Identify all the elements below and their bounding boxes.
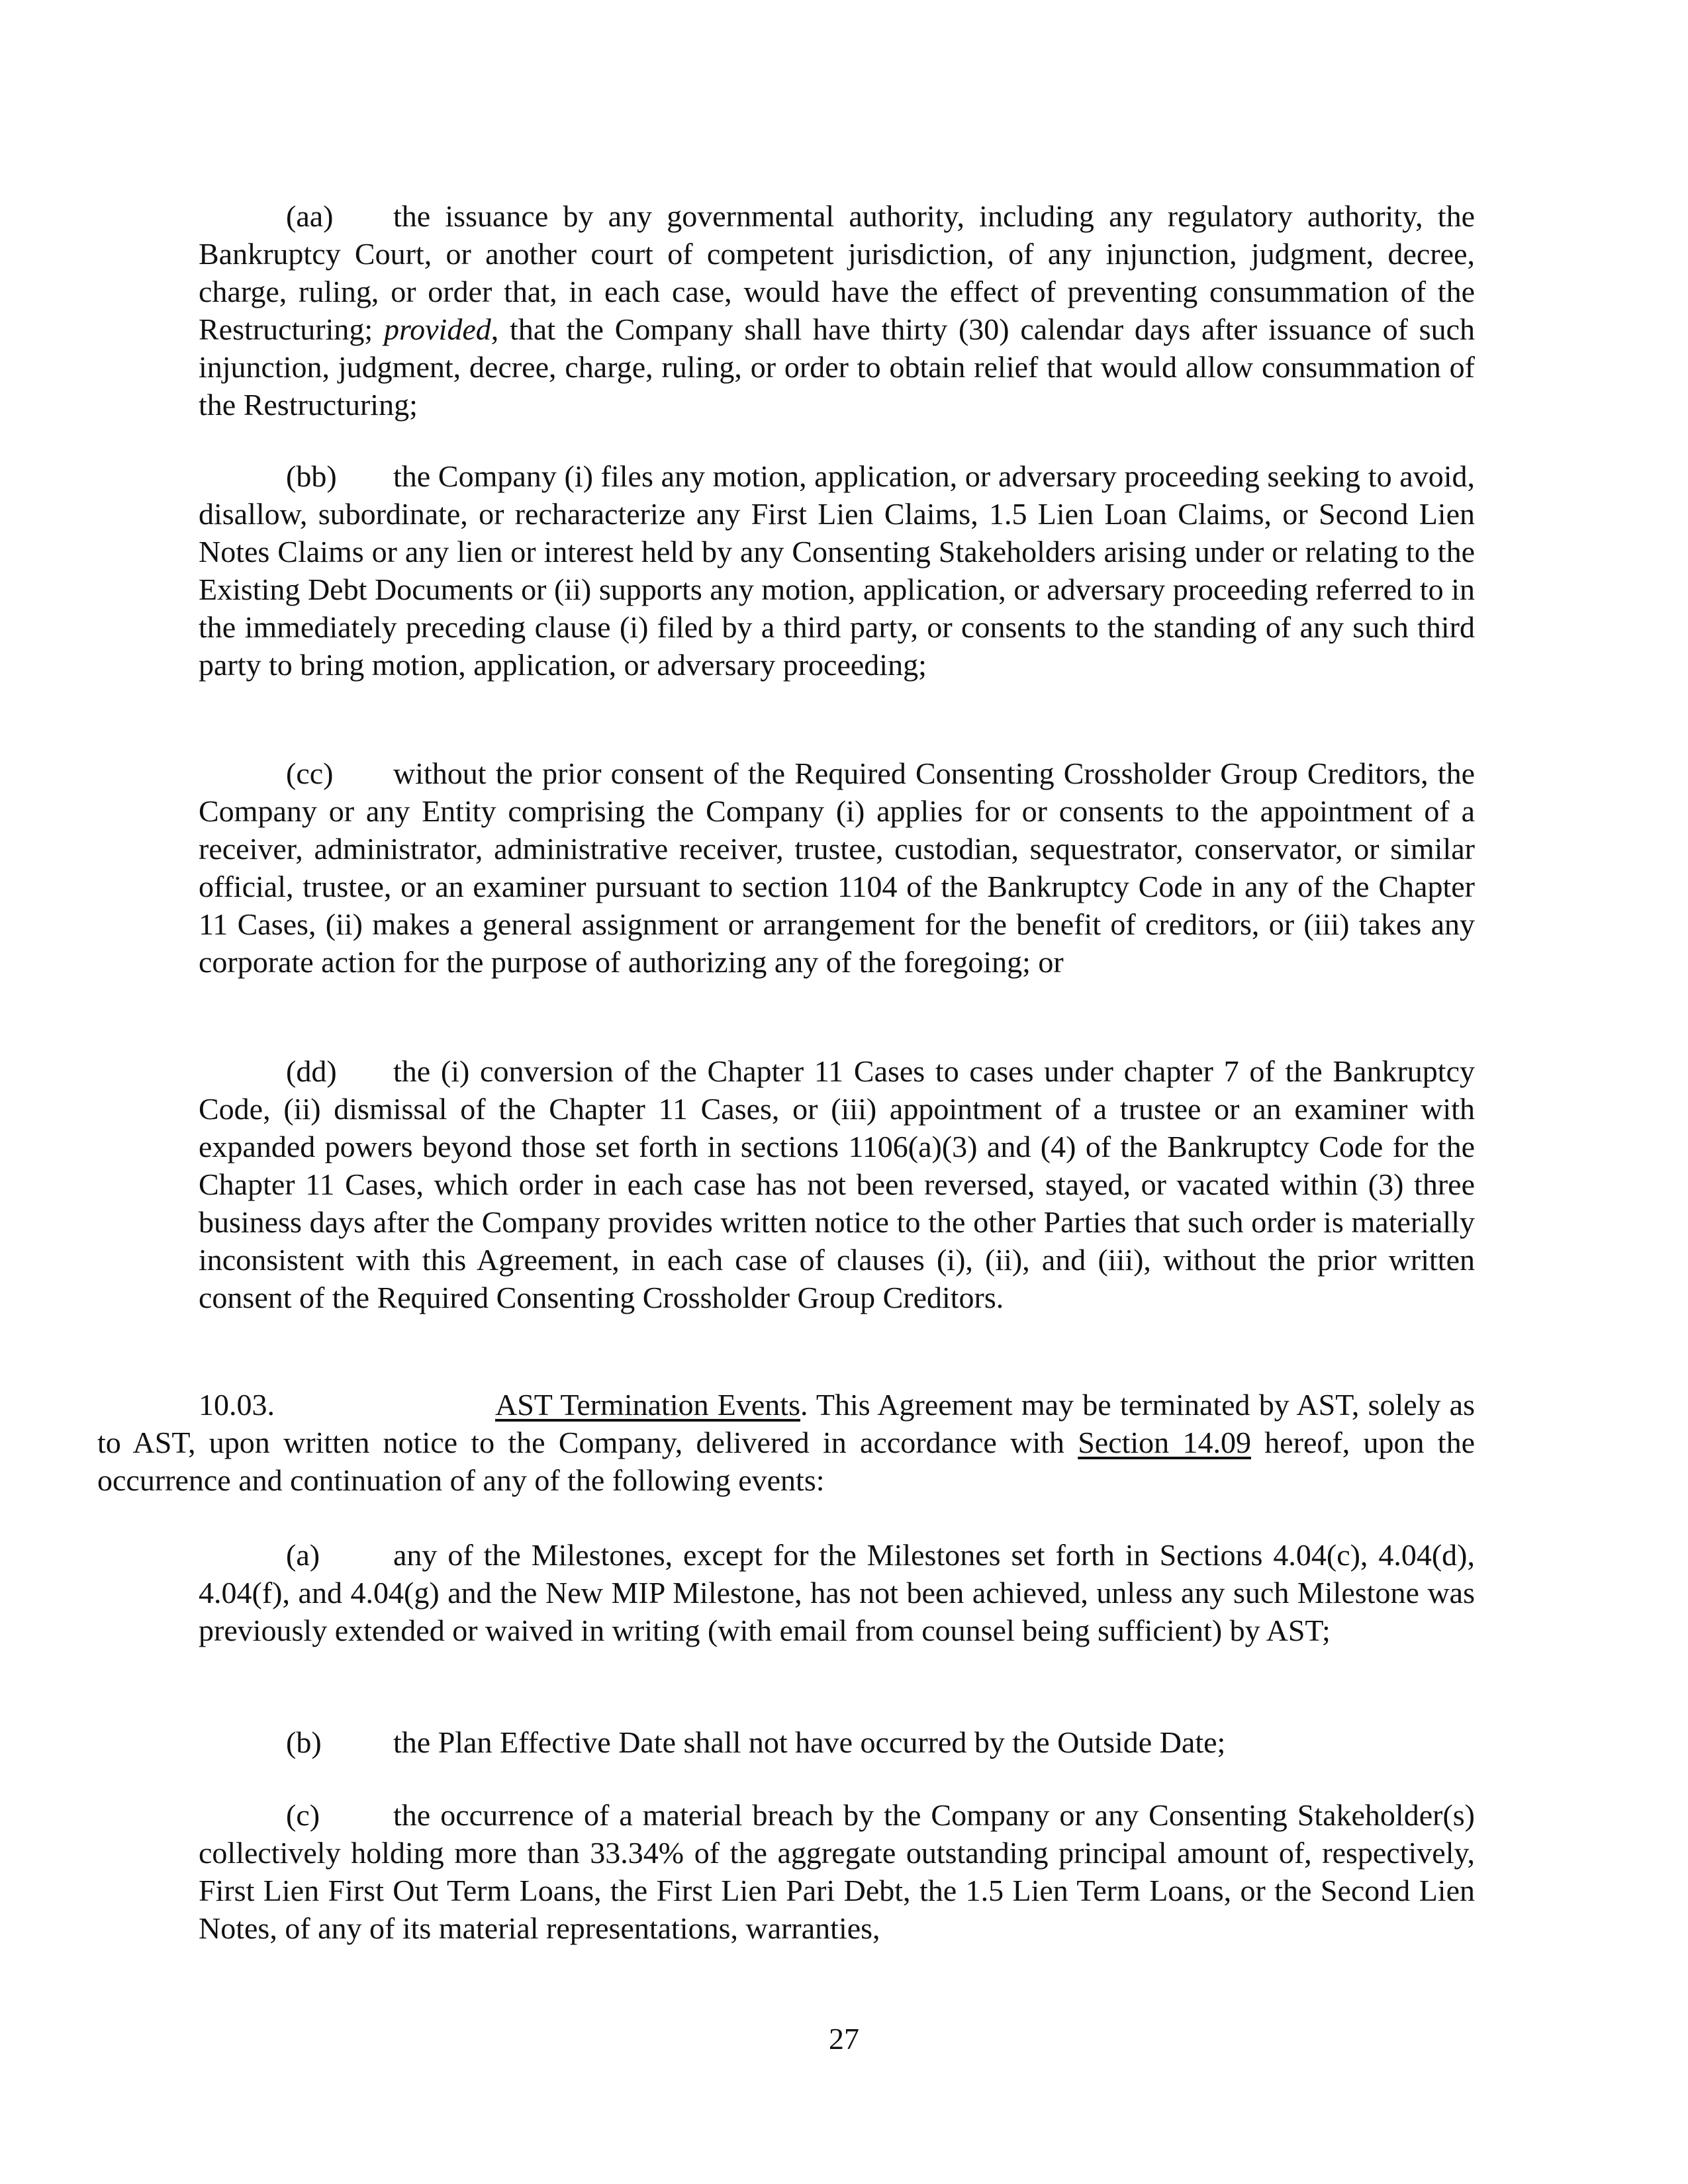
section-number: 10.03.	[199, 1388, 275, 1422]
paragraph-label: (aa)	[286, 199, 334, 233]
paragraph-text: the (i) conversion of the Chapter 11 Cases to cases under chapter 7 of the Bankruptcy Code, (ii) dismissal of the Chapter 11 Cases, or (iii) appointment of a trustee or an examiner with expanded powers beyond those set forth in sections 1106(a)(3) and (4) of the Bankruptcy Code for the Chapter 11 Cases, which order in each case has not been reversed, stayed, or vacated within (3) three business days after the Company provides written notice to the other Parties that such order is materially inconsistent with this Agreement, in each case of clauses (i), (ii), and (iii), without the prior written consent of the Required Consenting Crossholder Group Creditors.	[199, 1054, 1475, 1314]
paragraph-label: (c)	[286, 1798, 320, 1832]
emphasis-provided: provided	[383, 312, 491, 346]
page-number: 27	[829, 2022, 859, 2056]
paragraph-label: (bb)	[286, 459, 337, 493]
paragraph-label: (cc)	[286, 756, 334, 790]
paragraph-aa	[199, 197, 1475, 424]
paragraph-dd	[199, 1052, 1475, 1316]
paragraph-text: the issuance by any governmental authority, including any regulatory authority, the Bankruptcy Court, or another court of competent jurisdiction, of any injunction, judgment, decree, charge, ruling, or order that, in each case, would have the effect of preventing consummation of the Restructuring;	[199, 199, 1475, 346]
paragraph-cc	[199, 754, 1475, 981]
section-reference: Section 14.09	[1078, 1426, 1251, 1459]
section-text: hereof, upon the occurrence and continuation of any of the following events:	[97, 1426, 1475, 1497]
paragraph-c	[199, 1796, 1475, 1947]
paragraph-a	[199, 1536, 1475, 1649]
paragraph-label: (a)	[286, 1538, 320, 1572]
paragraph-text: any of the Milestones, except for the Milestones set forth in Sections 4.04(c), 4.04(d), 4.04(f), and 4.04(g) and the New MIP Milestone, has not been achieved, unless any such Milestone was previously extended or waived in writing (with email from counsel being sufficient) by AST;	[199, 1538, 1475, 1647]
paragraph-bb	[199, 457, 1475, 684]
paragraph-text: , that the Company shall have thirty (30) calendar days after issuance of such injunction, judgment, decree, charge, ruling, or order to obtain relief that would allow consummation of the Restructuring;	[199, 312, 1475, 422]
paragraph-text: without the prior consent of the Required Consenting Crossholder Group Creditors, the Company or any Entity comprising the Company (i) applies for or consents to the appointment of a receiver, administrator, administrative receiver, trustee, custodian, sequestrator, conservator, or similar official, trustee, or an examiner pursuant to section 1104 of the Bankruptcy Code in any of the Chapter 11 Cases, (ii) makes a general assignment or arrangement for the benefit of creditors, or (iii) takes any corporate action for the purpose of authorizing any of the foregoing; or	[199, 756, 1475, 979]
paragraph-label: (b)	[286, 1725, 322, 1759]
paragraph-text: the occurrence of a material breach by the Company or any Consenting Stakeholder(s) collectively holding more than 33.34% of the aggregate outstanding principal amount of, respectively, First Lien First Out Term Loans, the First Lien Pari Debt, the 1.5 Lien Term Loans, or the Second Lien Notes, of any of its material representations, warranties,	[199, 1798, 1475, 1945]
section-10-03	[97, 1386, 1475, 1499]
paragraph-label: (dd)	[286, 1054, 337, 1088]
paragraph-text: the Plan Effective Date shall not have occurred by the Outside Date;	[393, 1725, 1226, 1759]
section-heading: AST Termination Events	[495, 1388, 800, 1422]
paragraph-text: the Company (i) files any motion, application, or adversary proceeding seeking to avoid, disallow, subordinate, or recharacterize any First Lien Claims, 1.5 Lien Loan Claims, or Second Lien Notes Claims or any lien or interest held by any Consenting Stakeholders arising under or relating to the Existing Debt Documents or (ii) supports any motion, application, or adversary proceeding referred to in the immediately preceding clause (i) filed by a third party, or consents to the standing of any such third party to bring motion, application, or adversary proceeding;	[199, 459, 1475, 682]
paragraph-b	[199, 1723, 1475, 1761]
section-text: . This Agreement may be terminated by AST, solely as to AST, upon written notice to the Company, delivered in accordance with	[97, 1388, 1475, 1459]
